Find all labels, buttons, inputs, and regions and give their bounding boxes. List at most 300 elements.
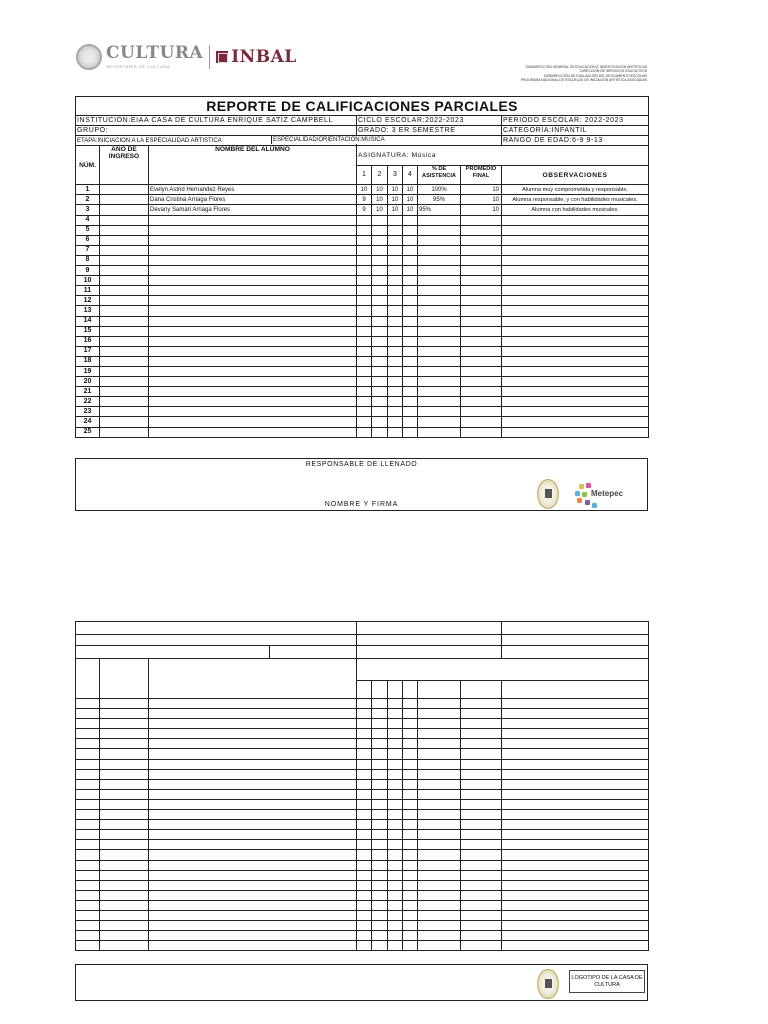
blank-cell (357, 749, 372, 759)
blank-cell (461, 709, 502, 719)
blank-cell (418, 789, 461, 799)
empty-cell (461, 225, 502, 235)
blank-row (76, 910, 649, 920)
empty-cell (372, 276, 388, 286)
blank-cell (357, 789, 372, 799)
blank-cell (149, 910, 357, 920)
empty-cell (149, 215, 357, 225)
blank-cell (502, 789, 649, 799)
table-row (76, 266, 649, 276)
blank-cell (418, 900, 461, 910)
blank-cell (502, 749, 649, 759)
blank-cell (502, 860, 649, 870)
empty-cell (357, 377, 372, 387)
blank-cell (149, 759, 357, 769)
blank-cell (461, 719, 502, 729)
blank-cell (502, 830, 649, 840)
row-num: 21 (76, 387, 100, 397)
blank-cell (403, 921, 418, 931)
empty-cell (388, 366, 403, 376)
inbal-icon (216, 51, 228, 63)
empty-cell (461, 377, 502, 387)
table-row (76, 377, 649, 387)
blank-row (76, 810, 649, 820)
blank-cell (461, 749, 502, 759)
blank-cell (502, 769, 649, 779)
empty-cell (502, 356, 649, 366)
blank-row (76, 880, 649, 890)
row-anio (100, 195, 149, 205)
row-promedio: 10 (461, 205, 502, 215)
blank-cell (403, 870, 418, 880)
row-num: 12 (76, 296, 100, 306)
empty-cell (403, 266, 418, 276)
empty-cell (418, 326, 461, 336)
empty-cell (502, 366, 649, 376)
blank-cell (76, 799, 100, 809)
blank-cell (502, 759, 649, 769)
blank-cell (372, 910, 388, 920)
empty-cell (502, 235, 649, 245)
empty-cell (388, 235, 403, 245)
blank-cell (502, 729, 649, 739)
empty-cell (149, 235, 357, 245)
blank-cell (372, 880, 388, 890)
blank-cell (100, 739, 149, 749)
blank-cell (372, 769, 388, 779)
empty-cell (388, 407, 403, 417)
empty-cell (403, 417, 418, 427)
blank-cell (357, 941, 372, 951)
blank-cell (149, 870, 357, 880)
blank-cell (100, 840, 149, 850)
row-p1: 10 (357, 185, 372, 195)
table-row (76, 296, 649, 306)
empty-cell (149, 316, 357, 326)
empty-cell (100, 397, 149, 407)
blank-cell (357, 910, 372, 920)
blank-cell (403, 941, 418, 951)
empty-cell (418, 286, 461, 296)
table-row (76, 336, 649, 346)
blank-cell (76, 810, 100, 820)
empty-cell (100, 306, 149, 316)
empty-cell (149, 397, 357, 407)
blank-cell (502, 699, 649, 709)
blank-cell (149, 810, 357, 820)
table-row (76, 306, 649, 316)
empty-cell (357, 235, 372, 245)
empty-cell (461, 276, 502, 286)
empty-cell (149, 427, 357, 437)
blank-cell (418, 870, 461, 880)
row-num: 17 (76, 346, 100, 356)
empty-cell (372, 397, 388, 407)
blank-cell (403, 910, 418, 920)
row-p4: 10 (403, 195, 418, 205)
blank-row (76, 931, 649, 941)
table-row (76, 326, 649, 336)
blank-cell (388, 830, 403, 840)
empty-cell (100, 235, 149, 245)
empty-cell (357, 316, 372, 326)
empty-cell (418, 427, 461, 437)
blank-cell (403, 830, 418, 840)
blank-cell (149, 850, 357, 860)
blank-cell (388, 789, 403, 799)
institution-header-lines (521, 65, 647, 82)
blank-cell (502, 799, 649, 809)
row-promedio: 10 (461, 185, 502, 195)
blank-cell (100, 921, 149, 931)
empty-cell (461, 387, 502, 397)
blank-cell (388, 799, 403, 809)
row-num: 11 (76, 286, 100, 296)
blank-cell (149, 719, 357, 729)
row-num: 4 (76, 215, 100, 225)
empty-cell (372, 245, 388, 255)
blank-cell (372, 900, 388, 910)
empty-cell (357, 286, 372, 296)
table-row (76, 316, 649, 326)
blank-cell (76, 840, 100, 850)
blank-cell (418, 941, 461, 951)
empty-cell (403, 377, 418, 387)
blank-cell (403, 820, 418, 830)
empty-cell (502, 397, 649, 407)
empty-cell (100, 255, 149, 265)
empty-cell (403, 336, 418, 346)
blank-cell (372, 749, 388, 759)
col-p1-header: 1 (357, 166, 372, 185)
empty-cell (403, 407, 418, 417)
empty-cell (357, 387, 372, 397)
empty-cell (461, 417, 502, 427)
blank-cell (76, 860, 100, 870)
blank-cell (502, 850, 649, 860)
blank-cell (372, 840, 388, 850)
header-line: SUBDIRECCIÓN DE EVALUACIÓN DEL SEGUIMIENTO ESCOLAR (543, 73, 647, 78)
blank-cell (76, 709, 100, 719)
row-asistencia: 95% (418, 195, 461, 205)
blank-cell (357, 840, 372, 850)
blank-cell (372, 709, 388, 719)
periodo-cell: PERIODO ESCOLAR: 2022-2023 (502, 116, 649, 126)
ciclo-cell: CICLO ESCOLAR:2022-2023 (357, 116, 502, 126)
blank-cell (149, 880, 357, 890)
blank-row (76, 749, 649, 759)
blank-row (76, 759, 649, 769)
blank-cell (76, 880, 100, 890)
empty-cell (149, 245, 357, 255)
empty-cell (100, 286, 149, 296)
table-row (76, 225, 649, 235)
bottom-signature-box (75, 964, 648, 1001)
empty-cell (502, 336, 649, 346)
empty-cell (388, 427, 403, 437)
blank-cell (76, 719, 100, 729)
empty-cell (149, 366, 357, 376)
blank-cell (403, 749, 418, 759)
row-anio (100, 205, 149, 215)
blank-cell (357, 931, 372, 941)
col-p2-header: 2 (372, 166, 388, 185)
blank-cell (149, 749, 357, 759)
row-p1: 9 (357, 205, 372, 215)
empty-cell (461, 427, 502, 437)
col-num-header: NÚM. (76, 146, 100, 185)
blank-cell (76, 759, 100, 769)
row-p2: 10 (372, 195, 388, 205)
empty-cell (357, 215, 372, 225)
blank-cell (388, 910, 403, 920)
report-title: REPORTE DE CALIFICACIONES PARCIALES (76, 97, 649, 116)
row-p4: 10 (403, 205, 418, 215)
blank-cell (372, 921, 388, 931)
blank-cell (502, 900, 649, 910)
blank-cell (502, 870, 649, 880)
row-p2: 10 (372, 205, 388, 215)
row-num: 13 (76, 306, 100, 316)
empty-cell (372, 286, 388, 296)
row-num: 18 (76, 356, 100, 366)
table-row (76, 346, 649, 356)
blank-cell (461, 880, 502, 890)
table-row (76, 356, 649, 366)
empty-cell (357, 346, 372, 356)
empty-cell (357, 407, 372, 417)
blank-cell (461, 779, 502, 789)
empty-cell (461, 336, 502, 346)
empty-cell (403, 276, 418, 286)
empty-cell (357, 366, 372, 376)
empty-cell (502, 377, 649, 387)
blank-cell (357, 709, 372, 719)
blank-row (76, 860, 649, 870)
table-row (76, 245, 649, 255)
blank-cell (418, 890, 461, 900)
firma-label: NOMBRE Y FIRMA (324, 501, 399, 508)
blank-cell (357, 890, 372, 900)
empty-cell (388, 346, 403, 356)
blank-cell (461, 860, 502, 870)
empty-cell (357, 255, 372, 265)
blank-cell (403, 799, 418, 809)
blank-cell (388, 729, 403, 739)
blank-cell (403, 890, 418, 900)
blank-cell (418, 759, 461, 769)
empty-cell (418, 377, 461, 387)
blank-cell (418, 769, 461, 779)
empty-cell (100, 336, 149, 346)
blank-cell (76, 870, 100, 880)
blank-row (76, 622, 649, 635)
empty-cell (461, 296, 502, 306)
empty-cell (461, 326, 502, 336)
blank-cell (502, 820, 649, 830)
empty-cell (502, 225, 649, 235)
blank-cell (461, 840, 502, 850)
blank-cell (388, 739, 403, 749)
blank-row (76, 709, 649, 719)
empty-cell (403, 255, 418, 265)
empty-cell (502, 387, 649, 397)
empty-cell (100, 366, 149, 376)
blank-cell (100, 799, 149, 809)
blank-cell (372, 799, 388, 809)
empty-cell (418, 255, 461, 265)
blank-cell (388, 900, 403, 910)
row-num: 15 (76, 326, 100, 336)
blank-row (76, 941, 649, 951)
table-row (76, 205, 649, 215)
empty-cell (388, 276, 403, 286)
empty-cell (461, 397, 502, 407)
empty-cell (461, 255, 502, 265)
empty-cell (403, 215, 418, 225)
row-num: 24 (76, 417, 100, 427)
blank-cell (388, 941, 403, 951)
row-obs: Alumna muy comprometida y responsable. (502, 185, 649, 195)
empty-cell (372, 407, 388, 417)
blank-cell (388, 850, 403, 860)
row-p3: 10 (388, 185, 403, 195)
blank-cell (149, 729, 357, 739)
blank-cell (418, 921, 461, 931)
table-row (76, 286, 649, 296)
empty-cell (502, 245, 649, 255)
empty-cell (372, 316, 388, 326)
empty-cell (100, 296, 149, 306)
blank-cell (502, 941, 649, 951)
blank-cell (461, 931, 502, 941)
empty-cell (388, 356, 403, 366)
row-num: 3 (76, 205, 100, 215)
blank-cell (418, 880, 461, 890)
empty-cell (388, 225, 403, 235)
blank-cell (461, 729, 502, 739)
empty-cell (372, 387, 388, 397)
blank-cell (149, 799, 357, 809)
empty-cell (149, 407, 357, 417)
blank-cell (100, 779, 149, 789)
blank-cell (388, 779, 403, 789)
blank-cell (418, 749, 461, 759)
empty-cell (403, 245, 418, 255)
empty-cell (418, 215, 461, 225)
blank-cell (461, 900, 502, 910)
empty-cell (149, 266, 357, 276)
cultura-logo-text: CULTURA (106, 43, 204, 63)
blank-cell (403, 699, 418, 709)
empty-cell (461, 407, 502, 417)
blank-cell (100, 729, 149, 739)
empty-cell (372, 427, 388, 437)
blank-cell (418, 931, 461, 941)
empty-cell (403, 387, 418, 397)
blank-cell (418, 840, 461, 850)
categoria-cell: CATEGORÍA:INFANTIL (502, 126, 649, 136)
blank-cell (357, 699, 372, 709)
table-row (76, 417, 649, 427)
blank-cell (461, 910, 502, 920)
empty-cell (403, 225, 418, 235)
empty-cell (418, 316, 461, 326)
blank-cell (461, 769, 502, 779)
blank-cell (403, 900, 418, 910)
empty-cell (403, 326, 418, 336)
blank-cell (403, 860, 418, 870)
blank-cell (100, 931, 149, 941)
blank-cell (372, 850, 388, 860)
empty-cell (388, 255, 403, 265)
blank-cell (100, 789, 149, 799)
empty-cell (461, 286, 502, 296)
empty-cell (502, 286, 649, 296)
empty-cell (149, 255, 357, 265)
table-row (76, 195, 649, 205)
logo-divider (209, 45, 210, 69)
table-row (76, 366, 649, 376)
blank-cell (372, 830, 388, 840)
blank-cell (388, 880, 403, 890)
metepec-logo (575, 483, 629, 509)
empty-cell (418, 245, 461, 255)
grades-table (75, 96, 649, 438)
blank-cell (418, 779, 461, 789)
blank-cell (100, 910, 149, 920)
blank-row (76, 799, 649, 809)
blank-row (76, 850, 649, 860)
empty-cell (418, 387, 461, 397)
etapa-cell (76, 136, 385, 146)
blank-cell (372, 699, 388, 709)
empty-cell (418, 266, 461, 276)
blank-cell (388, 759, 403, 769)
empty-cell (461, 235, 502, 245)
empty-cell (372, 306, 388, 316)
empty-cell (418, 306, 461, 316)
blank-cell (372, 810, 388, 820)
empty-cell (372, 336, 388, 346)
row-p3: 10 (388, 195, 403, 205)
empty-cell (100, 346, 149, 356)
empty-cell (149, 276, 357, 286)
blank-cell (388, 860, 403, 870)
empty-cell (357, 245, 372, 255)
header-line: SUBDIRECCIÓN GENERAL DE EDUCACIÓN E INVESTIGACIÓN ARTÍSTICAS (525, 65, 647, 69)
blank-cell (418, 860, 461, 870)
blank-cell (403, 810, 418, 820)
casa-cultura-seal-icon (537, 969, 559, 999)
empty-cell (357, 417, 372, 427)
blank-cell (403, 850, 418, 860)
blank-cell (388, 820, 403, 830)
blank-cell (502, 739, 649, 749)
blank-cell (76, 699, 100, 709)
empty-cell (403, 356, 418, 366)
blank-cell (502, 890, 649, 900)
blank-cell (76, 779, 100, 789)
empty-cell (388, 316, 403, 326)
col-obs-header: OBSERVACIONES (502, 166, 649, 185)
blank-cell (76, 921, 100, 931)
row-num: 20 (76, 377, 100, 387)
empty-cell (461, 316, 502, 326)
blank-cell (461, 759, 502, 769)
empty-cell (100, 266, 149, 276)
blank-cell (149, 779, 357, 789)
